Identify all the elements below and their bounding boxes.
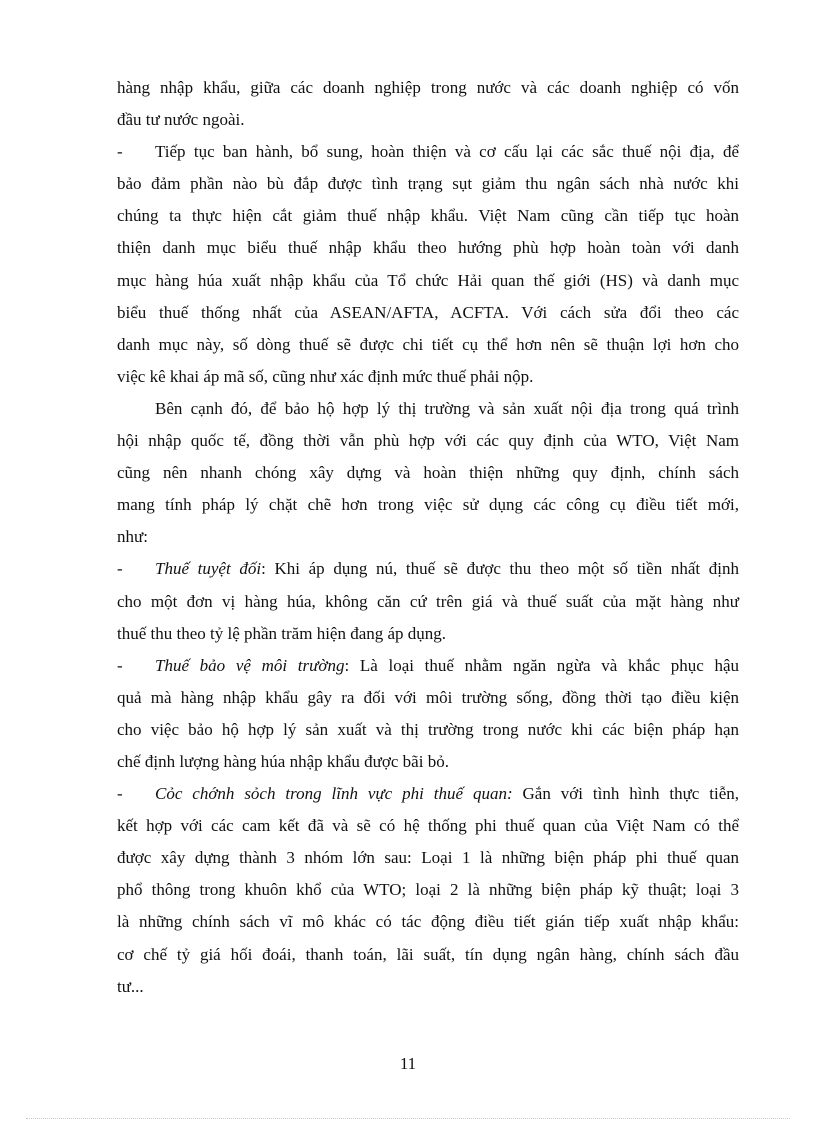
text-line: cho một đơn vị hàng húa, không căn cứ trên giá và thuế suất của mặt hàng như [117, 591, 739, 611]
text-line: danh mục này, số dòng thuế sẽ được chi tiết cụ thể hơn nên sẽ thuận lợi hơn cho [117, 334, 739, 354]
text-line: quả mà hàng nhập khẩu gây ra đối với môi trường sống, đồng thời tạo điều kiện [117, 687, 739, 707]
absolute-tax-bullet [117, 553, 739, 649]
text-line: mang tính pháp lý chặt chẽ hơn trong việc sử dụng các công cụ điều tiết mới, [117, 495, 739, 515]
non-tariff-bullet [117, 778, 739, 1003]
text-line: cũng nên nhanh chóng xây dựng và hoàn thiện những quy định, chính sách [117, 463, 739, 483]
text-line: Bên cạnh đó, để bảo hộ hợp lý thị trường và sản xuất nội địa trong quá trình [155, 398, 739, 418]
text-line: biểu thuế thống nhất của ASEAN/AFTA, ACFTA. Với cách sửa đổi theo các [117, 302, 739, 322]
bullet-dash: - [117, 655, 123, 675]
text-line: như: [117, 527, 148, 547]
document-body [117, 72, 739, 1003]
text-line: thuế thu theo tỷ lệ phần trăm hiện đang áp dụng. [117, 623, 447, 643]
page-number: 11 [399, 1054, 417, 1073]
bullet-dash: - [117, 142, 123, 162]
text-fragment: : Là loại thuế nhằm ngăn ngừa và khắc phục hậu [344, 655, 739, 675]
term-label: Thuế tuyệt đối [155, 559, 262, 579]
text-line: kết hợp với các cam kết đã và sẽ có hệ thống phi thuế quan của Việt Nam có thể [117, 816, 739, 836]
text-line [117, 650, 739, 682]
text-line: cho việc bảo hộ hợp lý sản xuất và thị trường trong nước khi các biện pháp hạn [117, 719, 739, 739]
text-line: phổ thông trong khuôn khổ của WTO; loại 2 là những biện pháp kỹ thuật; loại 3 [117, 880, 739, 900]
term-label: Cỏc chớnh sỏch trong lĩnh vực phi thuế quan: [155, 784, 513, 804]
text-fragment: Gắn với tình hình thực tiễn, [512, 784, 739, 804]
text-line: đầu tư nước ngoài. [117, 110, 245, 130]
intro-paragraph [117, 72, 739, 136]
text-fragment: Tiếp tục ban hành, bổ sung, hoàn thiện và cơ cấu lại các sắc thuế nội địa, để [155, 142, 739, 162]
text-line: hội nhập quốc tế, đồng thời vẫn phù hợp với các quy định của WTO, Việt Nam [117, 431, 739, 451]
term-label: Thuế bảo vệ môi trường [155, 655, 345, 675]
text-fragment: : Khi áp dụng nú, thuế sẽ được thu theo một số tiền nhất định [261, 559, 739, 579]
text-line: chúng ta thực hiện cắt giảm thuế nhập khẩu. Việt Nam cũng cần tiếp tục hoàn [117, 206, 739, 226]
environment-tax-bullet [117, 650, 739, 778]
text-line: việc kê khai áp mã số, cũng như xác định mức thuế phải nộp. [117, 366, 534, 386]
text-line: tư... [117, 976, 144, 996]
text-line: hàng nhập khẩu, giữa các doanh nghiệp trong nước và các doanh nghiệp có vốn [117, 78, 739, 97]
bullet-dash: - [117, 559, 123, 579]
text-line: thiện danh mục biểu thuế nhập khẩu theo hướng phù hợp hoàn toàn với danh [117, 238, 739, 258]
text-line: chế định lượng hàng húa nhập khẩu được bãi bỏ. [117, 751, 449, 771]
bullet-dash: - [117, 784, 123, 804]
text-line: mục hàng húa xuất nhập khẩu của Tổ chức Hải quan thế giới (HS) và danh mục [117, 270, 739, 290]
domestic-tax-bullet [117, 136, 739, 393]
protection-paragraph [117, 393, 739, 553]
text-line [117, 778, 739, 810]
text-line [117, 136, 739, 168]
text-line [117, 553, 739, 585]
text-line: cơ chế tỷ giá hối đoái, thanh toán, lãi suất, tín dụng ngân hàng, chính sách đầu [117, 944, 739, 964]
text-line: được xây dựng thành 3 nhóm lớn sau: Loại 1 là những biện pháp phi thuế quan [117, 848, 739, 868]
page-bottom-divider [26, 1118, 790, 1119]
text-line: bảo đảm phần nào bù đắp được tình trạng sụt giảm thu ngân sách nhà nước khi [117, 174, 739, 194]
text-line: là những chính sách vĩ mô khác có tác động điều tiết gián tiếp xuất nhập khẩu: [117, 912, 739, 932]
